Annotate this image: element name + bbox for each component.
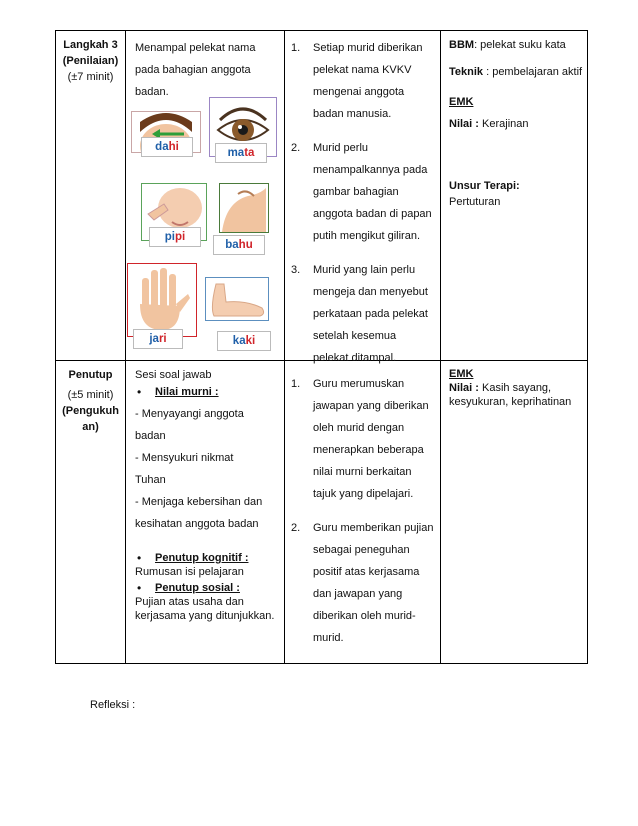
step-title: Penutup [68,369,113,381]
sticker-label-kaki: kaki [217,331,271,351]
sticker-label-pipi: pipi [149,227,201,247]
activity-item: 3. Murid yang lain perlu mengeja dan menyebut perkataan pada pelekat setelah kesemua pelekat ditampal. [291,264,428,364]
content-line: Pujian atas usaha dan kerjasama yang ditunjukkan. [135,596,275,622]
terapi-heading: Unsur Terapi: [449,180,520,192]
step-time: (±5 minit) [67,389,114,401]
step-subtitle: (Pengukuhan) [62,405,119,433]
step-cell [56,31,126,360]
content-cell [126,31,285,360]
activity-item: 2. Guru memberikan pujian sebagai peneguhan positif atas kerjasama dan jawapan yang diberikan oleh murid- murid. [291,522,434,644]
activity-cell [285,31,441,364]
content-line: - Mensyukuri nikmat [135,452,234,464]
content-line: Tuhan [135,474,166,486]
table-row [56,361,587,663]
content-line: badan [135,430,166,442]
teknik-note: Teknik : pembelajaran aktif [449,66,583,78]
content-line: Rumusan isi pelajaran [135,566,244,578]
emk-heading: EMK [449,96,474,108]
table-row [56,31,587,364]
activity-item: 1. Setiap murid diberikan pelekat nama KVKV mengenai anggota badan manusia. [291,42,423,120]
nilai-note: Nilai : Kerajinan [449,118,529,130]
sticker-pictures [131,103,278,365]
activity-item: 1. Guru merumuskan jawapan yang diberikan oleh murid dengan menerapkan beberapa nilai murni berkaitan tajuk yang dipelajari. [291,378,429,500]
shoulder-icon [219,183,269,233]
activity-item: 2. Murid perlu menampalkannya pada gambar bahagian anggota badan di papan putih mengikut giliran. [291,142,432,242]
notes-cell [441,31,587,360]
sticker-label-dahi: dahi [141,137,193,157]
content-line: Menampal pelekat nama [135,42,256,54]
content-line: - Menjaga kebersihan dan [135,496,263,508]
content-line: kesihatan anggota badan [135,518,259,530]
terapi-text: Pertuturan [449,196,501,208]
bbm-note: BBM: pelekat suku kata [449,39,566,51]
content-cell [126,361,285,663]
sticker-label-jari: jari [133,329,183,349]
hand-icon [127,263,197,337]
step-title: Langkah 3 [63,39,118,51]
content-line: pada bahagian anggota [135,64,251,76]
step-subtitle: (Penilaian) [62,55,119,67]
emk-heading: EMK [449,368,474,380]
bullet-item: • Penutup sosial : [137,581,240,595]
content-line: badan. [135,86,169,98]
refleksi-label: Refleksi : [90,699,136,711]
sticker-label-mata: mata [215,143,267,163]
bullet-item: • Penutup kognitif : [137,551,249,565]
lesson-plan-table [55,30,588,664]
content-intro: Sesi soal jawab [135,369,212,381]
bullet-item: • Nilai murni : [137,385,219,399]
activity-cell [285,361,441,663]
foot-icon [205,277,269,321]
content-line: - Menyayangi anggota [135,408,244,420]
step-time: (±7 minit) [67,71,114,83]
sticker-label-bahu: bahu [213,235,265,255]
step-cell [56,361,126,663]
notes-cell [441,361,587,663]
nilai-note: Nilai : Kasih sayang, kesyukuran, keprihatinan [449,382,572,408]
